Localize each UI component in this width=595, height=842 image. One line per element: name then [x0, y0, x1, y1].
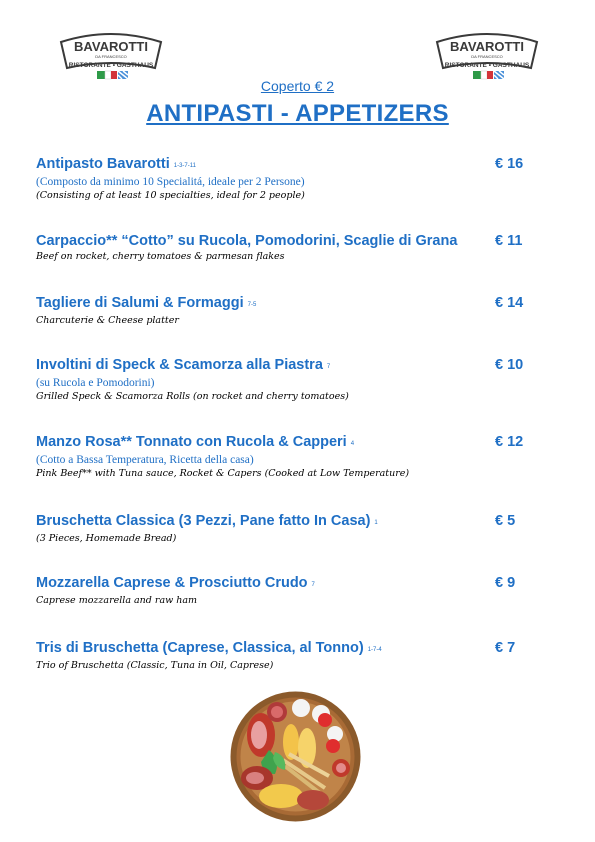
item-name: Carpaccio** “Cotto” su Rucola, Pomodorini, Scaglie di Grana [36, 233, 458, 249]
item-allergens: 7-5 [247, 302, 257, 308]
item-name: Antipasto Bavarotti [36, 156, 170, 172]
item-price: € 9 [495, 575, 516, 591]
item-description: (Consisting of at least 10 specialties, ideal for 2 people) [36, 190, 305, 201]
logo-tagline: RISTORANTE • GASTHAUS [68, 62, 154, 69]
item-price: € 16 [495, 156, 524, 172]
item-name-row [36, 155, 536, 175]
item-name: Tris di Bruschetta (Caprese, Classica, al Tonno) [36, 640, 364, 656]
menu-item [36, 512, 536, 546]
item-price: € 10 [495, 357, 524, 373]
platter-icon [229, 690, 362, 823]
item-description: Beef on rocket, cherry tomatoes & parmesan flakes [36, 251, 285, 262]
menu-item [36, 232, 536, 264]
item-name-row [36, 294, 536, 314]
item-name-row [36, 574, 536, 594]
menu-item [36, 155, 536, 203]
coperto-charge: Coperto € 2 [260, 78, 335, 94]
item-description: Charcuterie & Cheese platter [36, 315, 179, 326]
antipasto-platter-illustration [229, 690, 362, 823]
item-allergens: 7 [326, 364, 331, 370]
item-name: Tagliere di Salumi & Formaggi [36, 295, 244, 311]
menu-item [36, 433, 536, 481]
item-note: (su Rucola e Pomodorini) [36, 377, 155, 389]
item-name-row [36, 356, 536, 376]
menu-item [36, 574, 536, 608]
logo-name: BAVAROTTI [450, 39, 524, 54]
page-title: ANTIPASTI - APPETIZERS [146, 100, 449, 127]
logo-tagline: RISTORANTE • GASTHAUS [444, 62, 530, 69]
item-allergens: 1-7-4 [367, 647, 382, 653]
item-allergens: 7 [311, 582, 315, 588]
item-name-row [36, 512, 536, 532]
item-description: Caprese mozzarella and raw ham [36, 595, 198, 606]
item-name-row [36, 639, 536, 659]
item-name-row [36, 433, 536, 453]
logo-subline: DA FRANCESCO [471, 54, 503, 59]
item-name-row [36, 232, 536, 250]
item-allergens: 1-3-7-11 [173, 163, 196, 169]
item-price: € 11 [495, 233, 523, 249]
item-name: Mozzarella Caprese & Prosciutto Crudo [36, 575, 308, 591]
item-price: € 5 [495, 513, 516, 529]
menu-item [36, 294, 536, 328]
item-note: (Cotto a Bassa Temperatura, Ricetta della casa) [36, 454, 254, 466]
item-description: Trio of Bruschetta (Classic, Tuna in Oil, Caprese) [36, 660, 274, 671]
item-price: € 12 [495, 434, 524, 450]
item-name: Bruschetta Classica (3 Pezzi, Pane fatto In Casa) [36, 513, 371, 529]
item-name: Involtini di Speck & Scamorza alla Piastra [36, 357, 323, 373]
item-note: (Composto da minimo 10 Specialitá, ideale per 2 Persone) [36, 176, 305, 188]
item-allergens: 4 [350, 441, 355, 447]
item-description: (3 Pieces, Homemade Bread) [36, 533, 177, 544]
menu-item [36, 639, 536, 673]
item-price: € 14 [495, 295, 524, 311]
item-description: Grilled Speck & Scamorza Rolls (on rocket and cherry tomatoes) [36, 391, 349, 402]
item-allergens: 1 [374, 520, 378, 526]
menu-item [36, 356, 536, 404]
item-price: € 7 [495, 640, 516, 656]
logo-subline: DA FRANCESCO [95, 54, 127, 59]
item-name: Manzo Rosa** Tonnato con Rucola & Capperi [36, 434, 347, 450]
item-description: Pink Beef** with Tuna sauce, Rocket & Capers (Cooked at Low Temperature) [36, 468, 410, 479]
logo-name: BAVAROTTI [74, 39, 148, 54]
